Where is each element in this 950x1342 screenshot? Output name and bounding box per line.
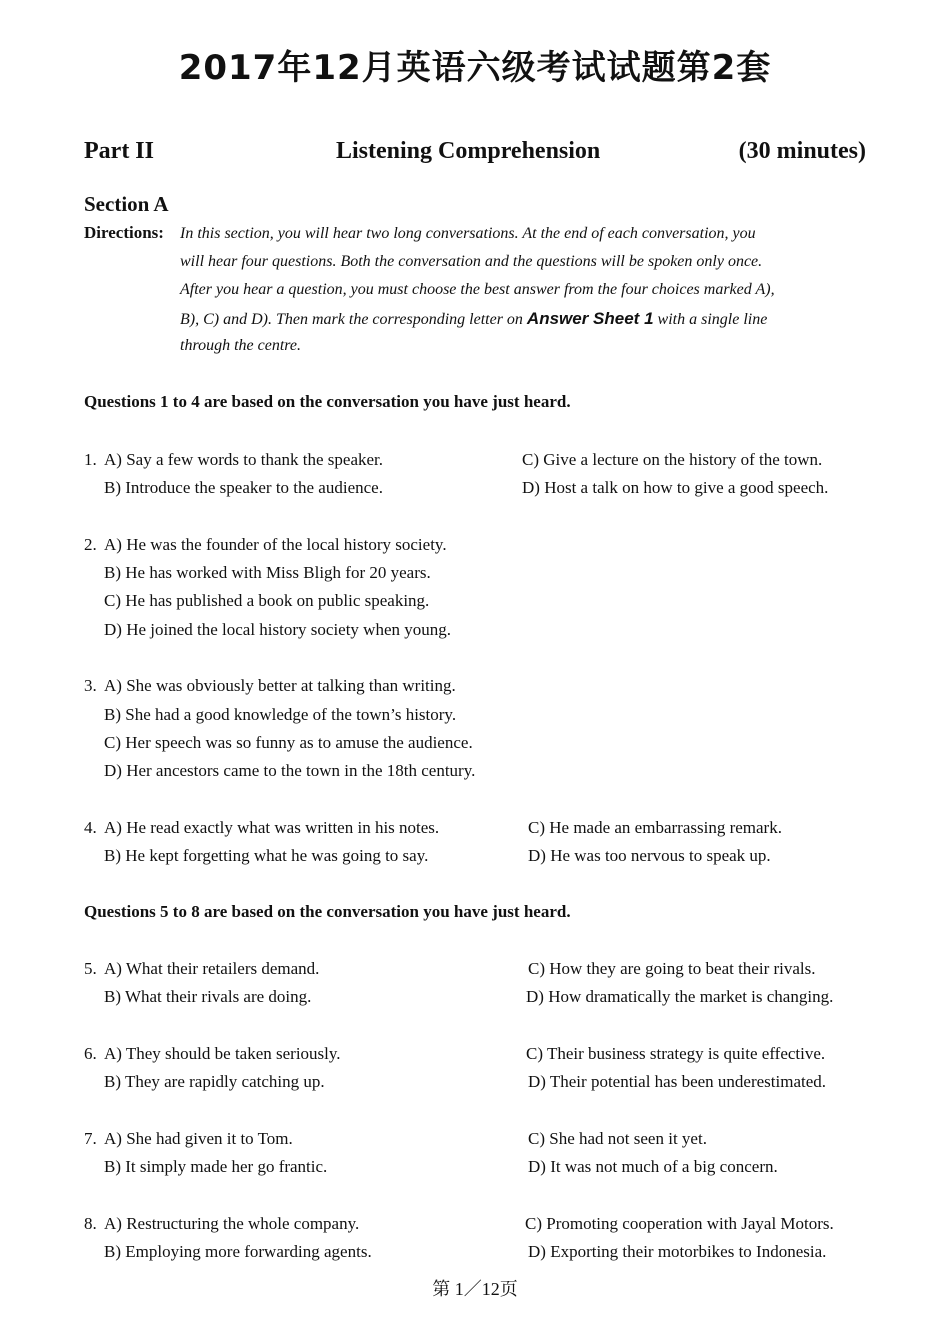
part-label: Part II (84, 138, 154, 164)
section-label: Section A (84, 192, 169, 216)
answer-option: C) How they are going to beat their rivals. (528, 959, 816, 978)
question-number: 2. (84, 535, 97, 554)
answer-option: A) What their retailers demand. (104, 959, 320, 978)
part-name: Listening Comprehension (336, 138, 601, 164)
answer-option: C) He made an embarrassing remark. (528, 818, 782, 837)
answer-option: D) Host a talk on how to give a good speech. (522, 478, 829, 497)
directions-line: will hear four questions. Both the conversation and the questions will be spoken only once. (180, 253, 763, 270)
answer-option: A) She had given it to Tom. (104, 1129, 293, 1148)
directions-line: through the centre. (180, 337, 302, 354)
answer-option: D) He was too nervous to speak up. (528, 846, 771, 865)
directions-line: After you hear a question, you must choose the best answer from the four choices marked A), (180, 281, 775, 298)
answer-option: D) Her ancestors came to the town in the 18th century. (104, 761, 476, 780)
answer-option: A) Restructuring the whole company. (104, 1214, 360, 1233)
answer-option: B) Introduce the speaker to the audience. (104, 478, 383, 497)
answer-option: D) Their potential has been underestimated. (528, 1072, 827, 1091)
part-time: (30 minutes) (738, 138, 866, 164)
question-number: 1. (84, 450, 97, 469)
answer-option: C) Their business strategy is quite effective. (526, 1044, 826, 1063)
answer-option: A) He was the founder of the local history society. (104, 535, 447, 554)
answer-option: D) Exporting their motorbikes to Indonesia. (528, 1242, 827, 1261)
question-number: 4. (84, 818, 97, 837)
answer-option: B) What their rivals are doing. (104, 987, 312, 1006)
answer-sheet-label: Answer Sheet 1 (526, 309, 654, 328)
question-number: 3. (84, 676, 97, 695)
answer-option: A) Say a few words to thank the speaker. (104, 450, 384, 469)
answer-option: C) Give a lecture on the history of the town. (522, 450, 823, 469)
answer-option: A) She was obviously better at talking than writing. (104, 676, 456, 695)
question-number: 7. (84, 1129, 97, 1148)
page-title: 2017年12月英语六级考试试题第2套 (178, 48, 772, 88)
directions-line: In this section, you will hear two long conversations. At the end of each conversation, you (180, 225, 756, 242)
page-number: 第 1／12页 (432, 1279, 518, 1299)
question-group-heading: Questions 5 to 8 are based on the conversation you have just heard. (84, 902, 571, 921)
answer-option: C) Her speech was so funny as to amuse the audience. (104, 733, 473, 752)
answer-option: C) She had not seen it yet. (528, 1129, 707, 1148)
question-group-heading: Questions 1 to 4 are based on the conversation you have just heard. (84, 392, 571, 411)
directions-label: Directions: (84, 223, 164, 242)
question-number: 6. (84, 1044, 97, 1063)
answer-option: B) It simply made her go frantic. (104, 1157, 328, 1176)
answer-option: B) He has worked with Miss Bligh for 20 years. (104, 563, 431, 582)
answer-option: D) How dramatically the market is changing. (526, 987, 834, 1006)
answer-option: B) She had a good knowledge of the town’s history. (104, 705, 457, 724)
answer-option: B) Employing more forwarding agents. (104, 1242, 372, 1261)
question-number: 5. (84, 959, 97, 978)
directions-line-tail: with a single line (657, 311, 768, 328)
answer-option: C) Promoting cooperation with Jayal Motors. (525, 1214, 834, 1233)
directions-line-text: B), C) and D). Then mark the corresponding letter on (180, 311, 523, 328)
answer-option: C) He has published a book on public speaking. (104, 591, 430, 610)
answer-option: D) He joined the local history society when young. (104, 620, 452, 639)
answer-option: D) It was not much of a big concern. (528, 1157, 778, 1176)
question-number: 8. (84, 1214, 97, 1233)
directions-line (180, 309, 767, 329)
answer-option: A) He read exactly what was written in his notes. (104, 818, 440, 837)
answer-option: A) They should be taken seriously. (104, 1044, 341, 1063)
answer-option: B) He kept forgetting what he was going to say. (104, 846, 429, 865)
answer-option: B) They are rapidly catching up. (104, 1072, 325, 1091)
